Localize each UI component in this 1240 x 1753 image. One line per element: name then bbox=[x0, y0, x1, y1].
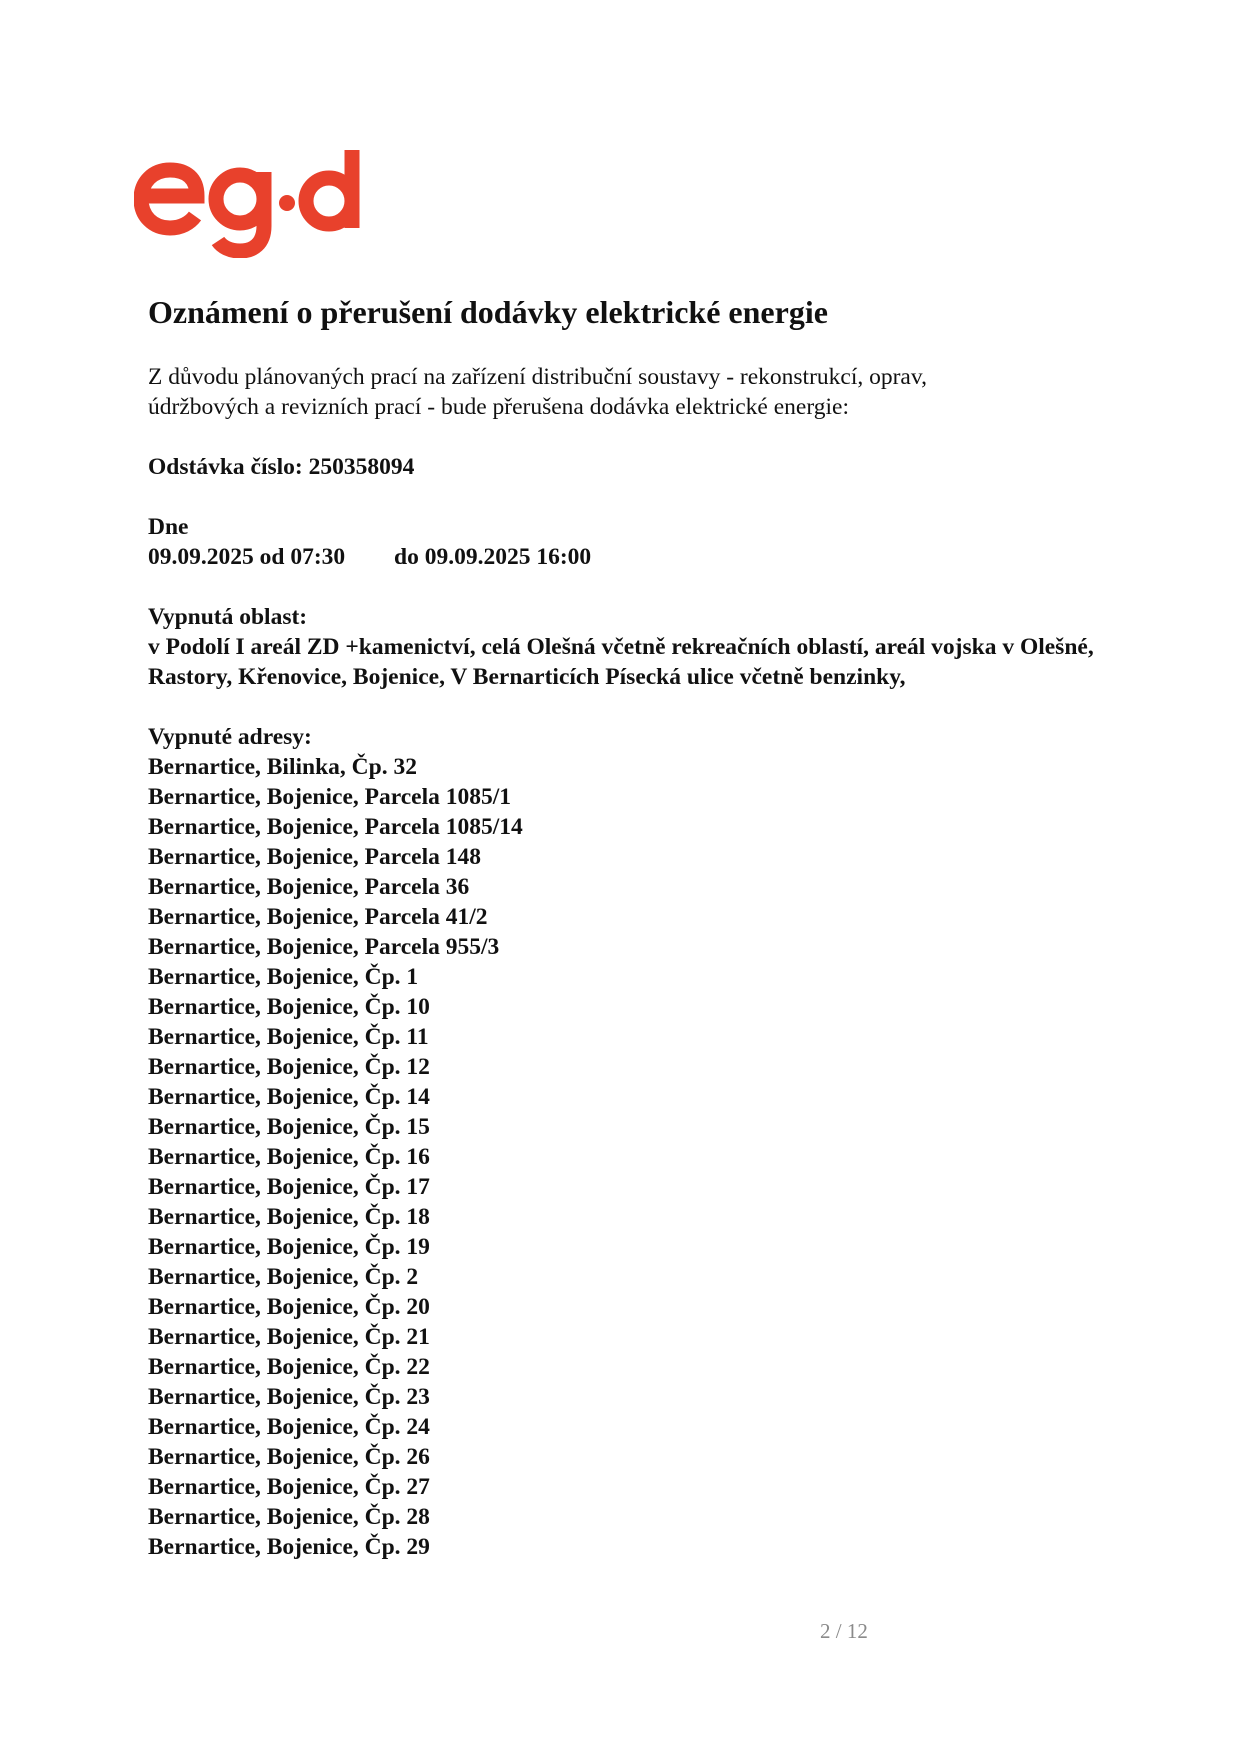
address-item: Bernartice, Bojenice, Čp. 14 bbox=[148, 1084, 430, 1110]
address-item: Bernartice, Bojenice, Čp. 27 bbox=[148, 1474, 430, 1500]
egd-logo-mark bbox=[134, 148, 366, 258]
address-item: Bernartice, Bojenice, Parcela 1085/1 bbox=[148, 784, 512, 810]
address-item: Bernartice, Bojenice, Čp. 22 bbox=[148, 1354, 430, 1380]
address-list bbox=[148, 752, 523, 1562]
area-label: Vypnutá oblast: bbox=[148, 604, 308, 630]
address-item: Bernartice, Bojenice, Čp. 11 bbox=[148, 1024, 429, 1050]
egd-logo bbox=[134, 148, 366, 258]
date-label: Dne bbox=[148, 514, 189, 540]
address-item: Bernartice, Bilinka, Čp. 32 bbox=[148, 754, 417, 780]
address-item: Bernartice, Bojenice, Čp. 21 bbox=[148, 1324, 430, 1350]
address-item: Bernartice, Bojenice, Čp. 20 bbox=[148, 1294, 430, 1320]
address-item: Bernartice, Bojenice, Čp. 15 bbox=[148, 1114, 430, 1140]
address-item: Bernartice, Bojenice, Čp. 19 bbox=[148, 1234, 430, 1260]
address-item: Bernartice, Bojenice, Čp. 1 bbox=[148, 964, 419, 990]
area-line: Rastory, Křenovice, Bojenice, V Bernarticích Písecká ulice včetně benzinky, bbox=[148, 664, 906, 690]
date-range bbox=[148, 542, 592, 572]
date-from: 09.09.2025 od 07:30 bbox=[148, 544, 346, 570]
intro-line: Z důvodu plánovaných prací na zařízení distribuční soustavy - rekonstrukcí, oprav, bbox=[148, 364, 927, 390]
address-item: Bernartice, Bojenice, Čp. 28 bbox=[148, 1504, 430, 1530]
page-indicator: 2 / 12 bbox=[820, 1619, 868, 1643]
address-item: Bernartice, Bojenice, Čp. 12 bbox=[148, 1054, 430, 1080]
address-item: Bernartice, Bojenice, Čp. 17 bbox=[148, 1174, 430, 1200]
address-item: Bernartice, Bojenice, Čp. 18 bbox=[148, 1204, 430, 1230]
address-item: Bernartice, Bojenice, Čp. 24 bbox=[148, 1414, 430, 1440]
outage-number: Odstávka číslo: 250358094 bbox=[148, 454, 415, 480]
date-to: do 09.09.2025 16:00 bbox=[394, 544, 592, 570]
address-item: Bernartice, Bojenice, Čp. 10 bbox=[148, 994, 430, 1020]
address-item: Bernartice, Bojenice, Čp. 29 bbox=[148, 1534, 430, 1560]
addresses-label: Vypnuté adresy: bbox=[148, 724, 312, 750]
area-line: v Podolí I areál ZD +kamenictví, celá Olešná včetně rekreačních oblastí, areál vojska v Olešné, bbox=[148, 634, 1094, 660]
affected-addresses bbox=[148, 722, 523, 1562]
address-item: Bernartice, Bojenice, Parcela 1085/14 bbox=[148, 814, 523, 840]
address-item: Bernartice, Bojenice, Parcela 36 bbox=[148, 874, 470, 900]
address-item: Bernartice, Bojenice, Parcela 955/3 bbox=[148, 934, 500, 960]
intro-paragraph bbox=[148, 362, 1188, 422]
outage-date-block bbox=[148, 512, 592, 572]
page-title: Oznámení o přerušení dodávky elektrické energie bbox=[148, 294, 828, 330]
intro-line: údržbových a revizních prací - bude přerušena dodávka elektrické energie: bbox=[148, 394, 849, 420]
address-item: Bernartice, Bojenice, Čp. 23 bbox=[148, 1384, 430, 1410]
address-item: Bernartice, Bojenice, Parcela 148 bbox=[148, 844, 482, 870]
affected-area bbox=[148, 602, 1218, 692]
address-item: Bernartice, Bojenice, Čp. 16 bbox=[148, 1144, 430, 1170]
address-item: Bernartice, Bojenice, Čp. 26 bbox=[148, 1444, 430, 1470]
address-item: Bernartice, Bojenice, Parcela 41/2 bbox=[148, 904, 488, 930]
address-item: Bernartice, Bojenice, Čp. 2 bbox=[148, 1264, 419, 1290]
